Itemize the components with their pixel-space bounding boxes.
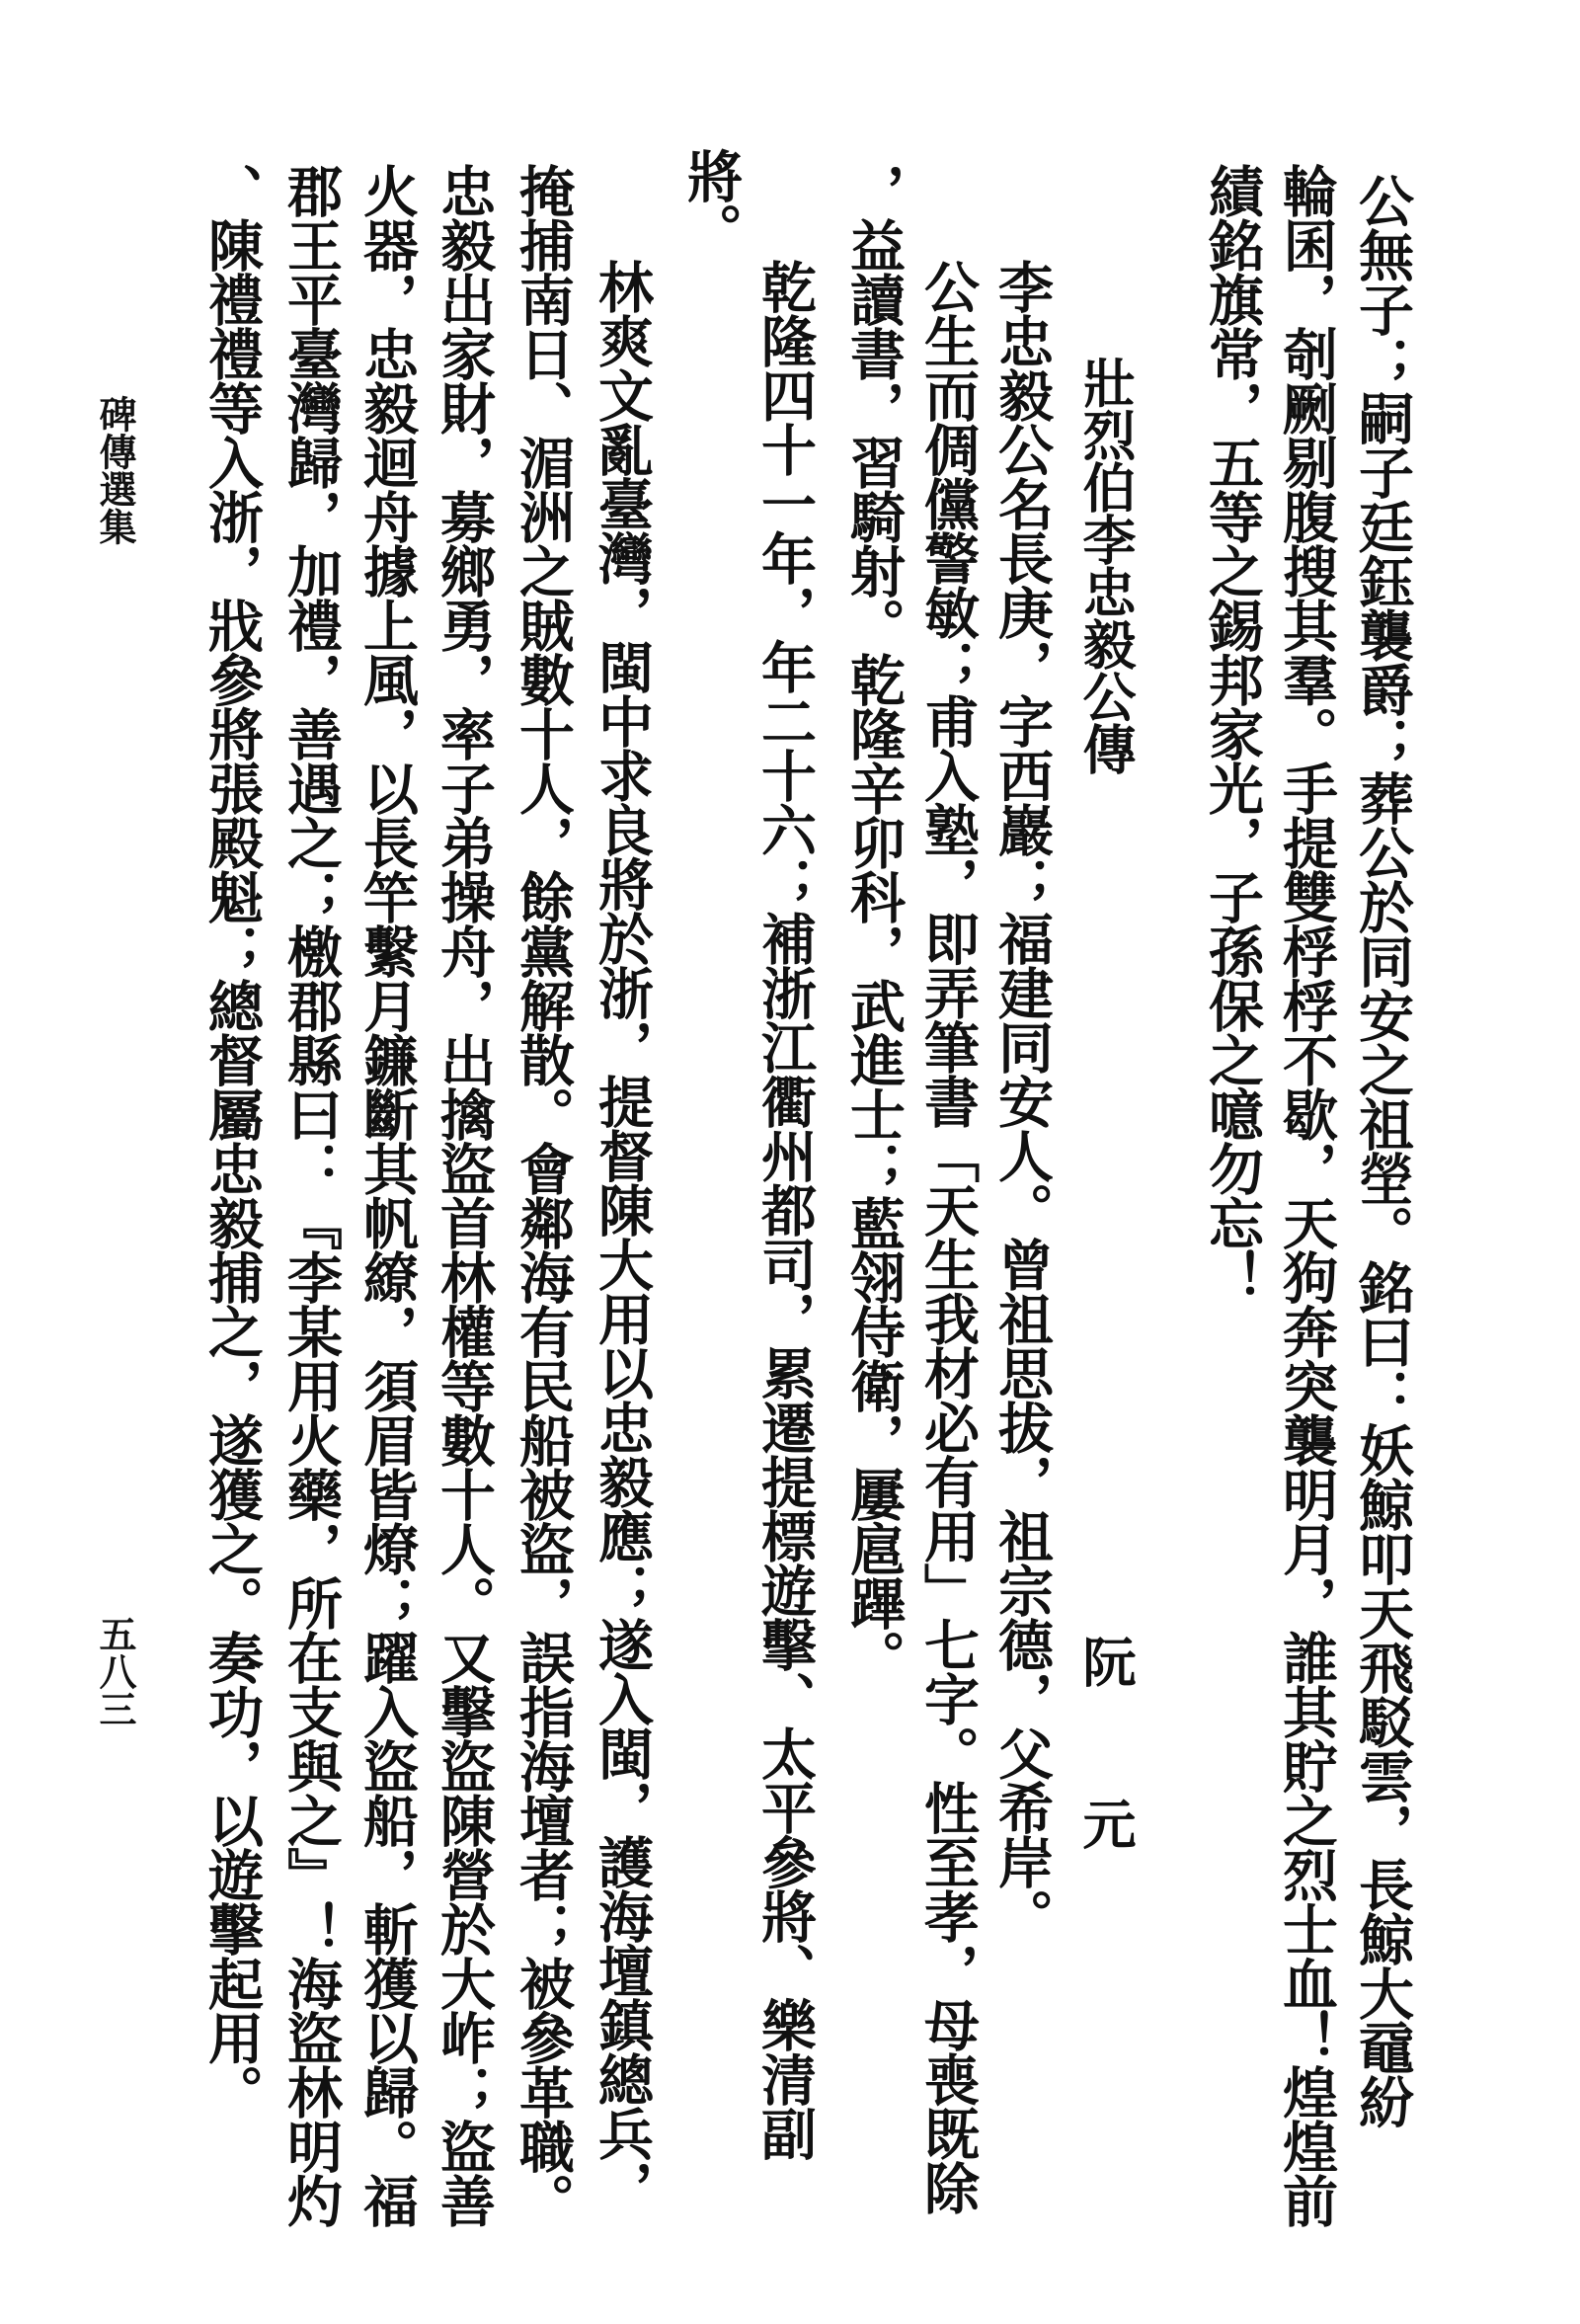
paragraph-1-line-1: 李忠毅公名長庚，字西巖；福建同安人。曾祖思拔，祖宗德，父希岸。: [989, 259, 1055, 1943]
paragraph-1-line-2: 公生而倜儻警敏；甫入塾，即弄筆書「天生我材必有用」七字。性至孝，母喪既除: [915, 259, 981, 2214]
paragraph-1-line-3: ，益讀書，習騎射。乾隆辛卯科，武進士；藍翎侍衛，屢扈蹕。: [841, 163, 907, 1684]
previous-text-line-1: 公無子；嗣子廷鈺襲爵；葬公於同安之祖塋。銘曰：妖鯨叩天飛駁雲，長鯨大黿紛: [1350, 173, 1415, 2128]
page-number: 五八三: [93, 1615, 137, 1727]
paragraph-3-line-5: 郡王平臺灣歸，加禮，善遇之；檄郡縣曰：『李某用火藥，所在支與之』！海盜林明灼: [278, 163, 344, 2227]
paragraph-3-line-6: 、陳禮禮等入浙，戕參將張殿魁；總督屬忠毅捕之，遂獲之。奏功，以遊擊起用。: [199, 163, 265, 2119]
paragraph-2-line-1: 乾隆四十一年，年二十六；補浙江衢州都司，累遷提標遊擊、太平參將、樂清副: [752, 259, 818, 2160]
article-title: 壯烈伯李忠毅公傳: [1074, 356, 1138, 774]
book-title-footer: 碑傳選集: [93, 395, 137, 545]
previous-text-line-3: 績銘旗常，五等之錫邦家光，子孫保之噫勿忘！: [1200, 163, 1265, 1304]
previous-text-line-2: 輪囷，剞劂剔腹搜其羣。手提雙桴桴不歇，天狗奔突襲明月，誰其貯之烈士血！煌煌前: [1274, 163, 1339, 2227]
paragraph-3-line-1: 林爽文亂臺灣，閩中求良將於浙，提督陳大用以忠毅應；遂入閩，護海壇鎮總兵，: [590, 259, 655, 2214]
article-author: 阮 元: [1074, 1635, 1138, 1878]
paragraph-3-line-4: 火器，忠毅迴舟據上風，以長竿繫月鐮斷其帆繚，須眉皆燎；躍入盜船，斬獲以歸。福: [355, 163, 420, 2227]
paragraph-3-line-2: 掩捕南日、湄洲之賊數十人，餘黨解散。會鄰海有民船被盜，誤指海壇者；被參革職。: [511, 163, 576, 2227]
paragraph-2-line-2: 將。: [678, 148, 744, 257]
paragraph-3-line-3: 忠毅出家財，募鄉勇，率子弟操舟，出擒盜首林權等數十人。又擊盜陳營於大岞；盜善: [432, 163, 497, 2227]
